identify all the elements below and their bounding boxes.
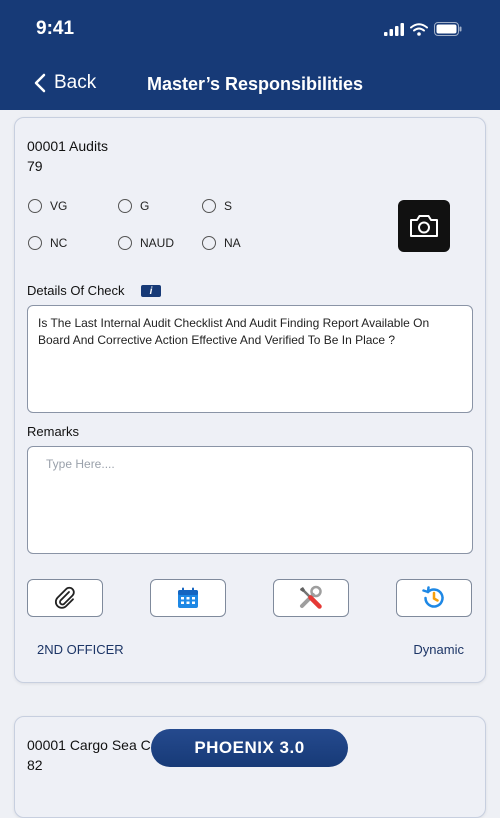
details-label: Details Of Check — [27, 283, 125, 298]
radio-circle[interactable] — [118, 199, 132, 213]
radio-circle[interactable] — [202, 199, 216, 213]
assignee-label: 2ND OFFICER — [37, 642, 124, 657]
status-time: 9:41 — [36, 18, 75, 39]
camera-icon — [408, 213, 440, 239]
calendar-icon — [176, 586, 200, 610]
checklist-number: 79 — [27, 158, 43, 174]
radio-circle[interactable] — [28, 236, 42, 250]
radio-label: G — [140, 199, 150, 213]
signal-icon — [384, 23, 404, 36]
radio-g[interactable] — [118, 199, 149, 213]
paperclip-icon — [52, 585, 78, 611]
history-button[interactable] — [396, 579, 472, 617]
chevron-left-icon — [34, 73, 46, 93]
radio-naud[interactable] — [118, 236, 174, 250]
tools-icon — [297, 584, 325, 612]
radio-circle[interactable] — [202, 236, 216, 250]
info-icon[interactable]: i — [141, 285, 161, 297]
radio-label: NAUD — [140, 236, 175, 250]
radio-label: NA — [224, 236, 241, 250]
wifi-icon — [410, 23, 428, 36]
app-header — [0, 0, 500, 110]
type-label: Dynamic — [413, 642, 464, 657]
details-text: Is The Last Internal Audit Checklist And Audit Finding Report Available On Board And Corrective Action Effective And Verified To Be In Place ? — [27, 305, 473, 413]
radio-label: NC — [50, 236, 68, 250]
back-label: Back — [54, 72, 97, 93]
remarks-label: Remarks — [27, 424, 80, 439]
attach-button[interactable] — [27, 579, 103, 617]
checklist-number: 82 — [27, 757, 43, 773]
battery-icon — [434, 22, 462, 36]
radio-na[interactable] — [202, 236, 241, 250]
radio-vg[interactable] — [28, 199, 67, 213]
history-icon — [421, 585, 447, 611]
radio-label: S — [224, 199, 233, 213]
brand-badge: PHOENIX 3.0 — [151, 729, 348, 767]
status-icons — [384, 22, 462, 36]
radio-label: VG — [50, 199, 68, 213]
checklist-code: 00001 Cargo Sea C — [27, 737, 151, 753]
radio-nc[interactable] — [28, 236, 67, 250]
radio-circle[interactable] — [118, 236, 132, 250]
checklist-card — [14, 117, 486, 683]
radio-circle[interactable] — [28, 199, 42, 213]
page-title: Master’s Responsibilities — [147, 74, 364, 94]
tools-button[interactable] — [273, 579, 349, 617]
back-button[interactable] — [34, 72, 96, 94]
remarks-input[interactable]: Type Here.... — [27, 446, 473, 554]
radio-s[interactable] — [202, 199, 232, 213]
calendar-button[interactable] — [150, 579, 226, 617]
camera-button[interactable] — [398, 200, 450, 252]
checklist-code: 00001 Audits — [27, 138, 108, 154]
